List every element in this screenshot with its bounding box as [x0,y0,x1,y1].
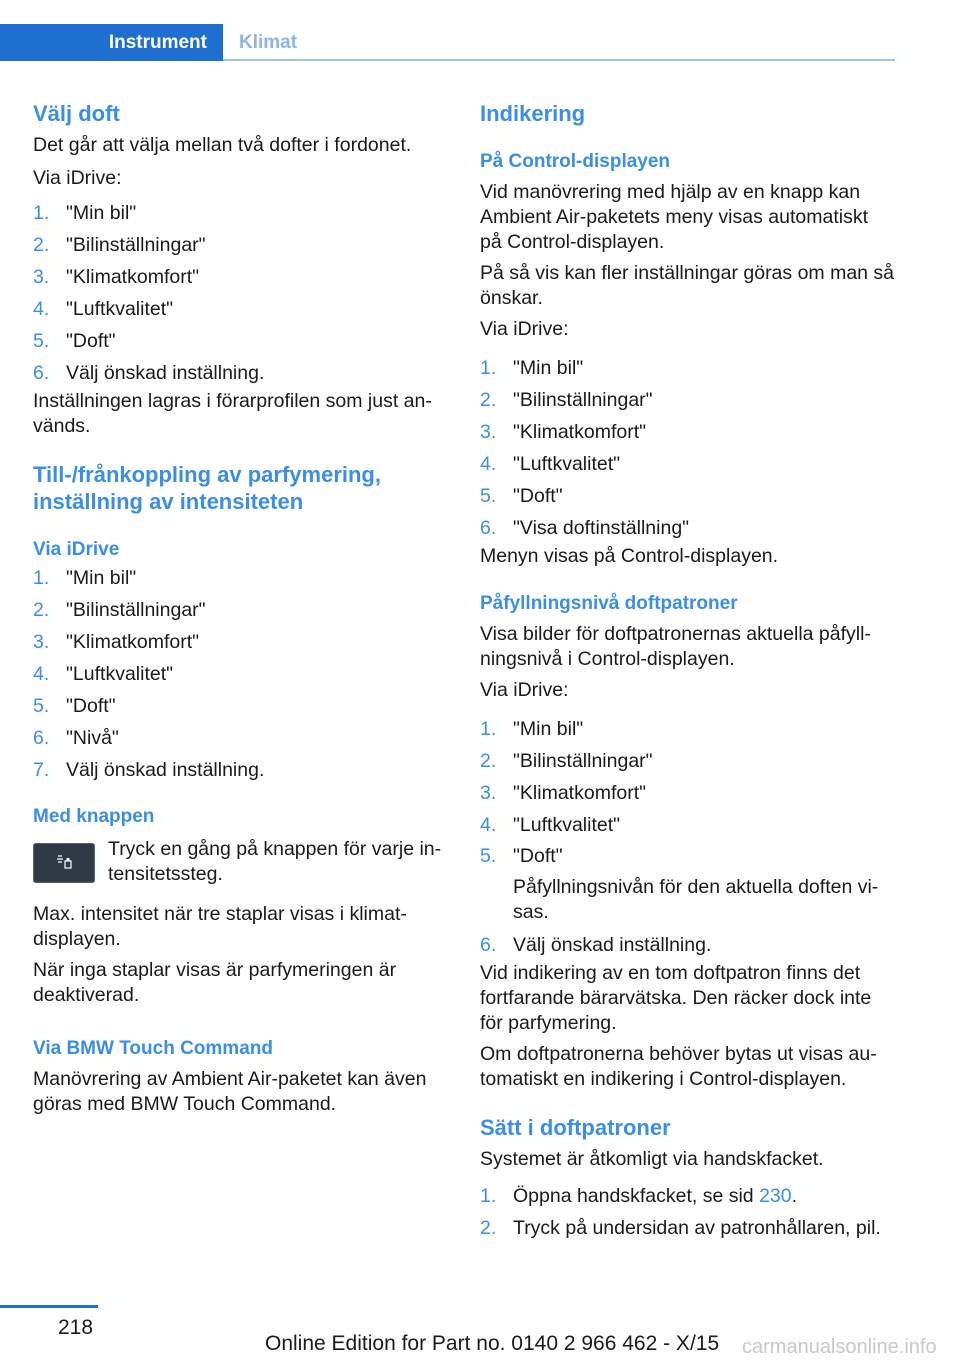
steps-intensity [33,562,448,786]
scent-intensity-button-icon [33,843,95,883]
edition-text: Online Edition for Part no. 0140 2 966 462 - X/15 [265,1332,720,1355]
paragraph-control-1: Vid manövrering med hjälp av en knapp kan Ambient Air-paketets meny visas automatiskt på Control-displayen. [480,181,868,253]
list-item: 2. "Bilinställningar" [33,599,206,621]
subheading-with-button: Med knappen [33,806,155,827]
list-item: 1. "Min bil" [480,718,584,740]
list-item: 1. "Min bil" [33,567,137,589]
paragraph-fill-level: Visa bilder för doftpatronernas aktuella påfyll‐ ningsnivå i Control-displayen. [480,623,871,670]
subheading-control-display: På Control-displayen [480,151,671,172]
paragraph-via-idrive: Via iDrive: [33,167,122,189]
header-tabs [0,24,895,62]
list-item: 2. Tryck på undersidan av patronhållaren, pil. [480,1217,881,1239]
list-item: 4. "Luftkvalitet" [33,663,174,685]
paragraph-replace: Om doftpatronerna behöver bytas ut visas au‐ tomatiskt en indikering i Control-displayen. [480,1043,877,1090]
list-item-note: Påfyllningsnivån för den aktuella doften vi‐ sas. [513,876,879,923]
list-item: 5. "Doft" [33,695,116,717]
list-item: 1. Öppna handskfacket, se sid 230. [480,1185,798,1207]
list-item: 6. "Nivå" [33,727,119,749]
paragraph-touch-command: Manövrering av Ambient Air-paketet kan även göras med BMW Touch Command. [33,1068,427,1115]
header-divider [223,59,895,61]
heading-insert-cartridges: Sätt i doftpatroner [480,1115,671,1140]
heading-indication: Indikering [480,101,586,126]
heading-toggle-perfume: Till-/frånkoppling av parfymering, inställning av intensiteten [33,462,381,514]
right-column [480,100,895,1244]
subheading-via-idrive: Via iDrive [33,539,120,560]
steps-show-scent-setting [480,352,895,544]
list-item: 1. "Min bil" [480,357,584,379]
list-item: 4. "Luftkvalitet" [480,453,621,475]
list-item: 2. "Bilinställningar" [480,389,653,411]
list-item: 4. "Luftkvalitet" [33,298,174,320]
page-number: 218 [58,1316,94,1339]
list-item: 7. Välj önskad inställning. [33,759,265,781]
list-item: 5. "Doft" [33,330,116,352]
paragraph-deactivated: När inga staplar visas är parfymeringen är deaktiverad. [33,959,397,1006]
paragraph-select-scent: Det går att välja mellan två dofter i fordonet. [33,134,412,156]
tab-instrument[interactable]: Instrument [0,24,223,61]
list-item: 6. Välj önskad inställning. [33,362,265,384]
paragraph-glovebox: Systemet är åtkomligt via handskfacket. [480,1148,824,1170]
list-item: 2. "Bilinställningar" [480,750,653,772]
list-item: 5. "Doft" [480,485,563,507]
paragraph-via-idrive: Via iDrive: [480,318,569,340]
list-item: 3. "Klimatkomfort" [480,421,647,443]
list-item: 3. "Klimatkomfort" [33,631,200,653]
subheading-fill-level: Påfyllningsnivå doftpatroner [480,593,738,614]
heading-select-scent: Välj doft [33,101,120,126]
paragraph-saved-profile: Inställningen lagras i förarprofilen som just an‐ vänds. [33,390,432,437]
steps-select-scent [33,197,448,389]
page-reference-link[interactable]: 230 [759,1185,792,1207]
list-item: 2. "Bilinställningar" [33,234,206,256]
watermark: carmanualsonline.info [742,1336,937,1358]
list-item: 3. "Klimatkomfort" [33,266,200,288]
list-item: 6. "Visa doftinställning" [480,517,690,539]
tab-klimat[interactable]: Klimat [239,32,298,53]
list-item: 6. Välj önskad inställning. [480,934,712,956]
paragraph-menu-shown: Menyn visas på Control-displayen. [480,545,779,567]
list-item: 3. "Klimatkomfort" [480,782,647,804]
list-item: 5. "Doft" Påfyllningsnivån för den aktuella doften vi‐ sas. [480,841,895,929]
paragraph-via-idrive: Via iDrive: [480,679,569,701]
steps-fill-level [480,713,895,961]
subheading-touch-command: Via BMW Touch Command [33,1038,273,1059]
left-column [33,100,448,1117]
footer-rule [0,1305,98,1308]
steps-insert [480,1180,895,1244]
button-instruction-text: Tryck en gång på knappen för varje in‐ tensitetssteg. [108,838,442,885]
paragraph-max-intensity: Max. intensitet när tre staplar visas i klimat‐ displayen. [33,903,407,950]
paragraph-empty-cartridge: Vid indikering av en tom doftpatron finns det fortfarande bärarvätska. Den räcker dock inte för parfymering. [480,962,872,1034]
list-item: 1. "Min bil" [33,202,137,224]
paragraph-control-2: På så vis kan fler inställningar göras om man så önskar. [480,262,895,309]
button-instruction [33,837,448,902]
list-item: 4. "Luftkvalitet" [480,814,621,836]
